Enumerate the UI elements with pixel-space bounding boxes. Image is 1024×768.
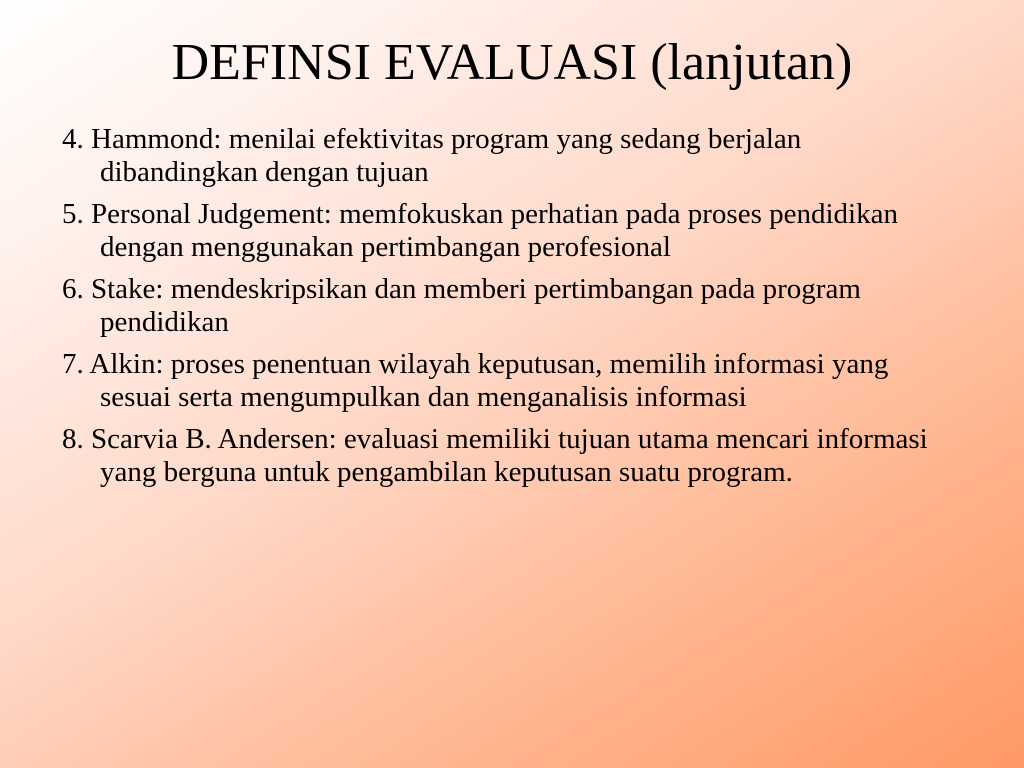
definition-item-5: 5. Personal Judgement: memfokuskan perhatian pada proses pendidikan dengan menggunakan pertimbangan perofesional — [62, 198, 898, 263]
definition-item-8: 8. Scarvia B. Andersen: evaluasi memiliki tujuan utama mencari informasi yang berguna untuk pengambilan keputusan suatu program. — [62, 423, 928, 488]
slide-title: DEFINSI EVALUASI (lanjutan) — [171, 34, 853, 91]
definition-list — [62, 123, 962, 498]
definition-item-6: 6. Stake: mendeskripsikan dan memberi pertimbangan pada program pendidikan — [62, 273, 861, 338]
definition-item-7: 7. Alkin: proses penentuan wilayah keputusan, memilih informasi yang sesuai serta mengumpulkan dan menganalisis informasi — [62, 348, 889, 413]
definition-item-4: 4. Hammond: menilai efektivitas program yang sedang berjalan dibandingkan dengan tujuan — [62, 123, 802, 188]
